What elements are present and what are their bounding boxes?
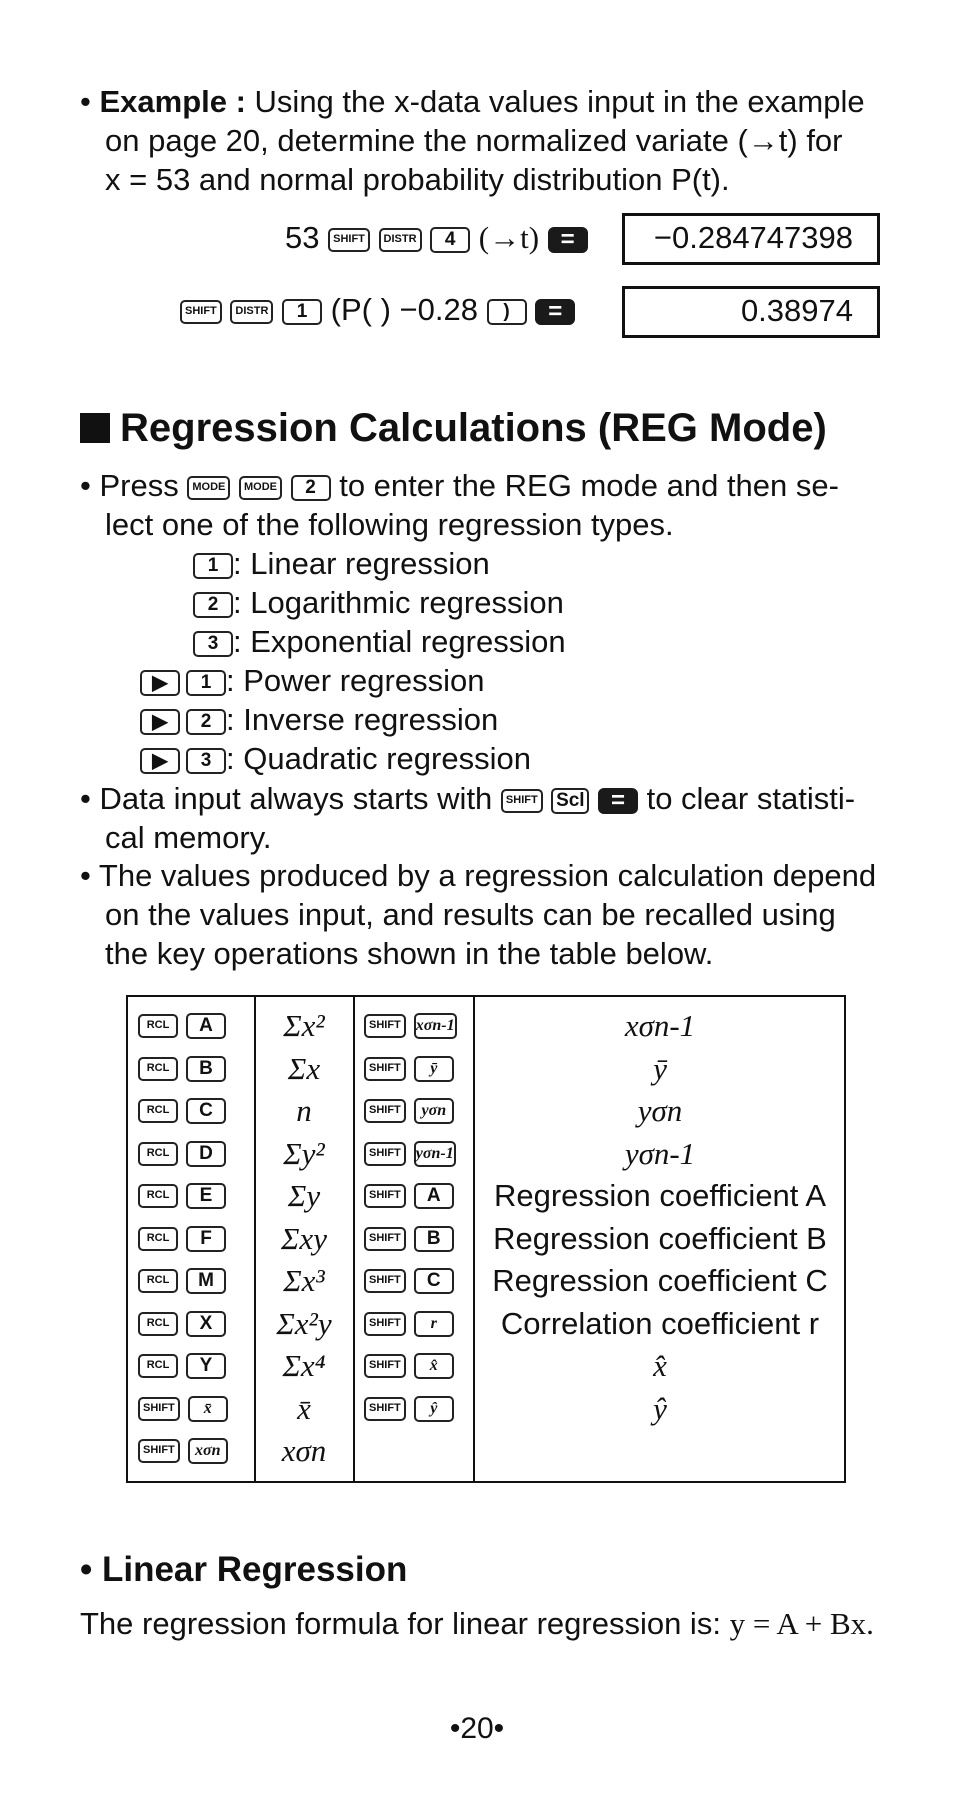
table-key-cell <box>138 1303 248 1345</box>
rcl-key[interactable]: RCL <box>138 1227 178 1251</box>
number-key[interactable]: 3 <box>186 748 226 774</box>
right-arrow-key[interactable]: ▶ <box>140 748 180 774</box>
shift-key[interactable]: SHIFT <box>364 1227 406 1251</box>
data-input-bullet: • Data input always starts with SHIFT Scl = to clear statisti- <box>80 781 856 816</box>
table-stat-value: Σx⁴ <box>282 1348 326 1383</box>
rcl-key[interactable]: RCL <box>138 1269 178 1293</box>
section-heading <box>80 404 827 452</box>
table-stat-value: Σy <box>287 1178 321 1213</box>
example-line-2: on page 20, determine the normalized variate (→t) for <box>105 123 843 158</box>
table-key-cell <box>138 1345 248 1387</box>
table-key-cell <box>364 1345 472 1387</box>
shift-key[interactable]: SHIFT <box>364 1099 406 1123</box>
keyop-arrow-t: (→t) <box>478 220 540 255</box>
rcl-key[interactable]: RCL <box>138 1014 178 1038</box>
rcl-key[interactable]: RCL <box>138 1142 178 1166</box>
table-function-key[interactable]: yσn-1 <box>414 1141 456 1167</box>
example-line-1: • Example : Using the x-data values input in the example <box>80 84 865 119</box>
table-key-cell <box>138 1048 248 1090</box>
shift-key[interactable]: SHIFT <box>364 1014 406 1038</box>
table-key-cell <box>364 1175 472 1217</box>
press-text: Press <box>99 468 179 503</box>
table-result-value: Correlation coefficient r <box>500 1305 820 1341</box>
shift-key[interactable]: SHIFT <box>501 789 543 813</box>
number-key[interactable]: 2 <box>186 709 226 735</box>
shift-key[interactable]: SHIFT <box>138 1439 180 1463</box>
shift-key[interactable]: SHIFT <box>364 1269 406 1293</box>
right-arrow-key[interactable]: ▶ <box>140 670 180 696</box>
table-stat-value: xσn <box>281 1433 327 1468</box>
rcl-key[interactable]: RCL <box>138 1354 178 1378</box>
table-function-key[interactable]: D <box>186 1141 226 1167</box>
example-label: Example : <box>99 84 246 119</box>
table-function-key[interactable]: B <box>186 1056 226 1082</box>
equals-key[interactable]: = <box>535 299 575 325</box>
table-key-cell <box>138 1133 248 1175</box>
table-stat-value: Σx <box>287 1050 321 1086</box>
keyop-number: 53 <box>285 220 320 255</box>
mode-key[interactable]: MODE <box>239 476 282 500</box>
table-stat-value: Σxy <box>281 1220 327 1256</box>
regression-type-item <box>193 622 566 661</box>
linear-heading: • Linear Regression <box>80 1550 408 1589</box>
table-function-key[interactable]: r <box>414 1311 454 1337</box>
keyop-line-1 <box>285 218 588 258</box>
distr-key[interactable]: DISTR <box>379 228 422 252</box>
values-line-2: on the values input, and results can be recalled using <box>105 897 836 932</box>
recall-table <box>126 995 846 1483</box>
table-key-cell <box>364 1090 472 1132</box>
close-paren-key[interactable]: ) <box>487 299 527 325</box>
key-2[interactable]: 2 <box>291 475 331 501</box>
table-function-key[interactable]: xσn-1 <box>414 1013 457 1039</box>
table-result-value: yσn <box>637 1093 683 1128</box>
regression-type-label: : Inverse regression <box>226 702 499 737</box>
shift-key[interactable]: SHIFT <box>364 1354 406 1378</box>
table-key-cell <box>364 1303 472 1345</box>
table-result-value: xσn-1 <box>624 1008 696 1043</box>
data-input-text: Data input always starts with <box>99 781 493 816</box>
table-function-key[interactable]: A <box>186 1013 226 1039</box>
table-key-cell <box>138 1430 248 1472</box>
number-key[interactable]: 1 <box>186 670 226 696</box>
table-divider <box>473 997 475 1481</box>
equals-key[interactable]: = <box>548 227 588 253</box>
table-result-value: Regression coefficient A <box>493 1178 826 1213</box>
press-line-2: lect one of the following regression types. <box>105 507 674 542</box>
table-stat-value: n <box>296 1093 312 1128</box>
shift-key[interactable]: SHIFT <box>364 1057 406 1081</box>
keyop-line-2 <box>180 290 575 330</box>
table-key-cell <box>364 1048 472 1090</box>
table-function-key[interactable]: ŷ <box>414 1396 454 1422</box>
regression-type-item <box>140 700 498 739</box>
table-result-value: ȳ <box>653 1050 667 1086</box>
regression-type-label: : Linear regression <box>233 546 490 581</box>
regression-type-label: : Quadratic regression <box>226 741 531 776</box>
section-heading-text: Regression Calculations (REG Mode) <box>120 406 827 450</box>
shift-key[interactable]: SHIFT <box>364 1397 406 1421</box>
regression-type-label: : Power regression <box>226 663 485 698</box>
black-square-icon <box>80 413 110 443</box>
table-key-cell <box>364 1260 472 1302</box>
data-input-suffix: to clear statisti- <box>646 781 856 816</box>
table-key-cell <box>138 1005 248 1047</box>
example-text-1: Using the x-data values input in the example <box>254 84 865 119</box>
table-key-cell <box>364 1388 472 1430</box>
result-display-2: 0.38974 <box>622 286 880 338</box>
table-divider <box>353 997 355 1481</box>
shift-key[interactable]: SHIFT <box>364 1312 406 1336</box>
table-key-cell <box>138 1388 248 1430</box>
table-key-cell <box>364 1218 472 1260</box>
table-function-key[interactable]: X <box>186 1311 226 1337</box>
number-key[interactable]: 3 <box>193 631 233 657</box>
table-function-key[interactable]: F <box>186 1226 226 1252</box>
shift-key[interactable]: SHIFT <box>364 1184 406 1208</box>
rcl-key[interactable]: RCL <box>138 1184 178 1208</box>
table-function-key[interactable]: x̂ <box>414 1353 454 1379</box>
table-result-value: Regression coefficient B <box>493 1220 827 1256</box>
keyop-p-function: (P( ) −0.28 <box>330 292 478 327</box>
table-result-value: ŷ <box>653 1390 667 1426</box>
table-function-key[interactable]: M <box>186 1268 226 1294</box>
linear-title: Linear Regression <box>101 1550 408 1589</box>
table-function-key[interactable]: ȳ <box>414 1056 454 1082</box>
table-stat-value: Σx³ <box>283 1263 325 1298</box>
table-key-cell <box>138 1090 248 1132</box>
table-key-cell <box>138 1175 248 1217</box>
rcl-key[interactable]: RCL <box>138 1312 178 1336</box>
regression-type-item <box>140 661 484 700</box>
regression-type-item <box>140 739 531 778</box>
mode-key[interactable]: MODE <box>187 476 230 500</box>
table-function-key[interactable]: xσn <box>188 1438 228 1464</box>
key-4[interactable]: 4 <box>430 227 470 253</box>
table-function-key[interactable]: A <box>414 1183 454 1209</box>
page-number: •20• <box>449 1712 505 1745</box>
values-text-1: The values produced by a regression calculation depend <box>98 858 877 893</box>
table-function-key[interactable]: E <box>186 1183 226 1209</box>
distr-key[interactable]: DISTR <box>230 300 273 324</box>
table-key-cell <box>364 1005 472 1047</box>
table-function-key[interactable]: x̄ <box>188 1396 228 1422</box>
table-result-value: x̂ <box>653 1348 667 1383</box>
regression-type-item <box>193 583 564 622</box>
table-function-key[interactable]: C <box>414 1268 454 1294</box>
regression-type-label: : Exponential regression <box>233 624 566 659</box>
key-1[interactable]: 1 <box>282 299 322 325</box>
table-stat-value: Σx²y <box>276 1305 332 1341</box>
data-input-line-2: cal memory. <box>105 820 272 855</box>
shift-key[interactable]: SHIFT <box>180 300 222 324</box>
linear-formula-text: The regression formula for linear regression is: <box>80 1606 721 1641</box>
table-result-value: Regression coefficient C <box>492 1263 828 1298</box>
table-stat-value: Σy² <box>283 1135 325 1171</box>
scl-key[interactable]: Scl <box>551 788 589 814</box>
press-suffix: to enter the REG mode and then se- <box>339 468 839 503</box>
regression-type-item <box>193 544 490 583</box>
result-display-1: −0.284747398 <box>622 213 880 265</box>
example-line-3: x = 53 and normal probability distribution P(t). <box>105 162 730 197</box>
shift-key[interactable]: SHIFT <box>138 1397 180 1421</box>
table-key-cell <box>138 1260 248 1302</box>
table-key-cell <box>364 1133 472 1175</box>
table-result-value: yσn-1 <box>624 1135 696 1171</box>
number-key[interactable]: 2 <box>193 592 233 618</box>
linear-formula: y = A + Bx. <box>729 1606 874 1641</box>
rcl-key[interactable]: RCL <box>138 1057 178 1081</box>
regression-type-label: : Logarithmic regression <box>233 585 564 620</box>
table-key-cell <box>138 1218 248 1260</box>
shift-key[interactable]: SHIFT <box>328 228 370 252</box>
values-bullet: • The values produced by a regression calculation depend <box>80 858 877 893</box>
linear-formula-line <box>80 1604 874 1643</box>
right-arrow-key[interactable]: ▶ <box>140 709 180 735</box>
number-key[interactable]: 1 <box>193 553 233 579</box>
table-function-key[interactable]: Y <box>186 1353 226 1379</box>
table-function-key[interactable]: B <box>414 1226 454 1252</box>
table-stat-value: Σx² <box>283 1008 325 1043</box>
equals-key[interactable]: = <box>598 788 638 814</box>
table-function-key[interactable]: C <box>186 1098 226 1124</box>
press-bullet: • Press MODE MODE 2 to enter the REG mode and then se- <box>80 468 839 503</box>
shift-key[interactable]: SHIFT <box>364 1142 406 1166</box>
rcl-key[interactable]: RCL <box>138 1099 178 1123</box>
table-function-key[interactable]: yσn <box>414 1098 454 1124</box>
values-line-3: the key operations shown in the table below. <box>105 936 714 971</box>
table-stat-value: x̄ <box>297 1390 311 1426</box>
